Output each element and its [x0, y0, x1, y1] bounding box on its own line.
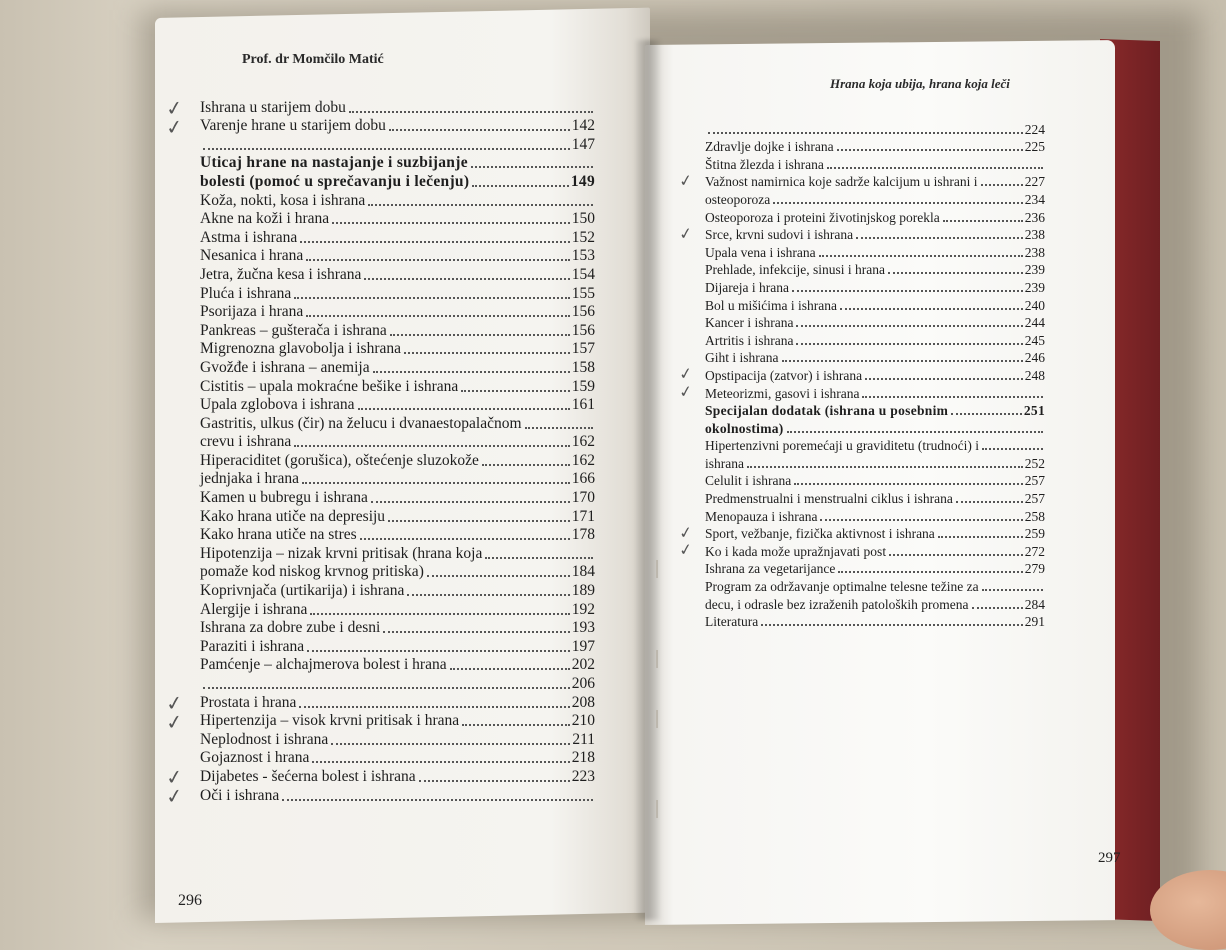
toc-entry-title: bolesti (pomoć u sprečavanju i lečenju) [200, 172, 470, 190]
dot-leader [389, 129, 570, 131]
toc-entry-page: 184 [571, 563, 595, 581]
dot-leader [419, 780, 570, 782]
toc-entry-page: 159 [571, 377, 595, 395]
toc-entry-title: Hipotenzija – nizak krvni pritisak (hrana koja [200, 544, 483, 562]
binding-stitch [656, 800, 658, 818]
toc-entry [705, 278, 1045, 296]
toc-entry [705, 613, 1045, 631]
checkmark-icon: ✓ [164, 764, 185, 791]
toc-entry [200, 377, 595, 396]
toc-entry [200, 730, 595, 749]
dot-leader [203, 687, 570, 689]
toc-entry [200, 284, 595, 303]
toc-entry-title: Astma i ishrana [200, 228, 298, 246]
toc-entry-page: 208 [571, 693, 595, 711]
toc-entry-page: 246 [1024, 350, 1045, 366]
toc-entry-page: 259 [1024, 526, 1045, 542]
dot-leader [981, 184, 1023, 186]
toc-entry-page: 170 [571, 489, 595, 507]
toc-entry-title: Ishrana u starijem dobu [200, 98, 346, 116]
toc-entry [705, 120, 1045, 138]
checkmark-icon: ✓ [164, 113, 185, 140]
dot-leader [358, 408, 570, 410]
toc-entry [164, 94, 595, 122]
toc-entry [164, 113, 595, 140]
checkmark-icon: ✓ [677, 539, 694, 561]
dot-leader [307, 650, 570, 652]
toc-entry-title: Menopauza i ishrana [705, 508, 818, 524]
toc-entry-title: decu, i odrasle bez izraženih patoloških promena [705, 596, 969, 612]
toc-entry-title: Bol u mišićima i ishrana [705, 297, 837, 313]
toc-entry-title: Jetra, žučna kesa i ishrana [200, 265, 362, 283]
toc-entry [705, 560, 1045, 578]
toc-entry-title: Ishrana za vegetarijance [705, 561, 836, 577]
toc-entry [164, 782, 595, 810]
toc-entry [705, 402, 1045, 420]
toc-entry-title: pomaže kod niskog krvnog pritiska) [200, 563, 424, 581]
toc-entry-title: Pamćenje – alchajmerova bolest i hrana [200, 656, 447, 674]
toc-entry [705, 243, 1045, 261]
toc-entry [705, 190, 1045, 208]
toc-entry-title: Sport, vežbanje, fizička aktivnost i ishrana [705, 526, 935, 542]
toc-entry-title: Srce, krvni sudovi i ishrana [705, 227, 854, 243]
toc-entry [705, 507, 1045, 525]
toc-entry [200, 433, 595, 452]
toc-entry-title: Važnost namirnica koje sadrže kalcijum u ishrani i [705, 174, 978, 190]
dot-leader [450, 668, 570, 670]
toc-entry [200, 637, 595, 656]
toc-entry [164, 708, 595, 735]
toc-entry-title: Opstipacija (zatvor) i ishrana [705, 367, 863, 383]
toc-entry-page: 248 [1024, 367, 1045, 383]
toc-entry [677, 381, 1045, 402]
toc-entry-title: Meteorizmi, gasovi i ishrana [705, 385, 860, 401]
dot-leader [332, 222, 570, 224]
toc-entry-page: 178 [571, 526, 595, 544]
dot-leader [294, 297, 569, 299]
dot-leader [404, 352, 570, 354]
toc-entry-title: okolnostima) [705, 420, 784, 436]
toc-entry [705, 296, 1045, 314]
toc-entry-title: Program za održavanje optimalne telesne težine za [705, 579, 979, 595]
toc-entry-page: 223 [571, 767, 595, 785]
toc-entry [677, 363, 1045, 385]
toc-entry-title: Kako hrana utiče na depresiju [200, 507, 386, 525]
toc-entry [677, 539, 1045, 561]
dot-leader [787, 431, 1043, 433]
toc-entry [200, 321, 595, 340]
dot-leader [427, 575, 570, 577]
toc-entry-title: Dijabetes - šećerna bolest i ishrana [200, 767, 416, 785]
toc-entry-page: 252 [1024, 455, 1045, 471]
dot-leader [306, 259, 569, 261]
dot-leader [773, 202, 1023, 204]
toc-entry [677, 222, 1045, 244]
dot-leader [972, 607, 1023, 609]
toc-entry-title: Ko i kada može upražnjavati post [705, 543, 887, 559]
toc-entry-page: 155 [571, 284, 595, 302]
toc-entry [200, 581, 595, 600]
toc-entry-page: 224 [1024, 121, 1045, 137]
toc-entry [200, 154, 595, 173]
toc-entry-title: Prehlade, infekcije, sinusi i hrana [705, 262, 885, 278]
dot-leader [838, 571, 1022, 573]
toc-entry-page: 251 [1023, 403, 1045, 419]
toc-entry-title: Oči i ishrana [200, 786, 280, 804]
toc-entry-page: 189 [571, 582, 595, 600]
toc-entry-page: 240 [1024, 297, 1045, 313]
toc-entry-title: Specijalan dodatak (ishrana u posebnim [705, 403, 949, 419]
toc-entry-page: 272 [1024, 543, 1045, 559]
toc-entry-title: osteoporoza [705, 191, 771, 207]
checkmark-icon: ✓ [677, 222, 694, 244]
toc-entry [200, 674, 595, 693]
dot-leader [373, 371, 570, 373]
toc-entry-title: Paraziti i ishrana [200, 637, 305, 655]
dot-leader [306, 315, 569, 317]
toc-entry [705, 595, 1045, 613]
toc-entry-page: 238 [1024, 244, 1045, 260]
dot-leader [388, 520, 570, 522]
toc-entry-page: 150 [571, 210, 595, 228]
dot-leader [938, 536, 1023, 538]
dot-leader [525, 427, 593, 429]
toc-entry [200, 563, 595, 582]
dot-leader [943, 220, 1023, 222]
checkmark-icon: ✓ [677, 363, 694, 385]
toc-entry [164, 764, 595, 791]
toc-entry-page: 239 [1024, 279, 1045, 295]
toc-entry [200, 600, 595, 619]
toc-entry [200, 172, 595, 191]
dot-leader [471, 166, 593, 168]
toc-entry-page: 239 [1024, 262, 1045, 278]
dot-leader [796, 325, 1022, 327]
toc-entry-page: 162 [571, 433, 595, 451]
dot-leader [827, 167, 1043, 169]
toc-entry-page: 234 [1024, 191, 1045, 207]
dot-leader [482, 464, 570, 466]
toc-entry-page: 147 [571, 135, 595, 153]
toc-entry [705, 314, 1045, 332]
dot-leader [982, 448, 1043, 450]
toc-entry [705, 489, 1045, 507]
toc-entry-title: Osteoporoza i proteini životinjskog porekla [705, 209, 940, 225]
toc-entry [200, 303, 595, 322]
toc-entry-title: Hipertenzivni poremećaji u graviditetu (trudnoći) i [705, 438, 980, 454]
dot-leader [820, 519, 1022, 521]
toc-entry-page: 158 [571, 358, 595, 376]
toc-entry-page: 279 [1024, 561, 1045, 577]
toc-entry-page: 193 [571, 619, 595, 637]
toc-entry-page: 284 [1024, 596, 1045, 612]
checkmark-icon: ✓ [164, 708, 185, 735]
checkmark-icon: ✓ [164, 782, 185, 810]
right-toc-list [677, 120, 1045, 630]
toc-entry-title: Prostata i hrana [200, 693, 297, 711]
toc-entry-page: 206 [571, 675, 595, 692]
dot-leader [796, 343, 1022, 345]
dot-leader [956, 501, 1023, 503]
dot-leader [310, 613, 569, 615]
dot-leader [364, 278, 569, 280]
left-page-number: 296 [178, 892, 202, 909]
dot-leader [282, 799, 593, 801]
toc-entry-title: Hipertenzija – visok krvni pritisak i hrana [200, 712, 460, 730]
toc-entry-title: Gastritis, ulkus (čir) na želucu i dvanaestopalačnom [200, 414, 522, 432]
toc-entry [705, 138, 1045, 156]
dot-leader [299, 706, 569, 708]
dot-leader [485, 557, 593, 559]
checkmark-icon: ✓ [677, 381, 694, 402]
toc-entry-title: Predmenstrualni i menstrualni ciklus i ishrana [705, 491, 953, 507]
toc-entry [200, 414, 595, 433]
dot-leader [708, 132, 1023, 134]
dot-leader [312, 761, 569, 763]
toc-entry-page: 257 [1024, 473, 1045, 489]
toc-entry-page: 166 [571, 470, 595, 488]
dot-leader [856, 237, 1023, 239]
toc-entry-title: Upala zglobova i ishrana [200, 396, 355, 414]
toc-entry-title: Hiperaciditet (gorušica), oštećenje sluzokože [200, 451, 479, 469]
dot-leader [761, 624, 1023, 626]
toc-entry-title: Zdravlje dojke i ishrana [705, 139, 834, 155]
dot-leader [951, 413, 1022, 415]
dot-leader [390, 334, 570, 336]
toc-entry-title: Varenje hrane u starijem dobu [200, 117, 386, 135]
toc-entry-title: Koža, nokti, kosa i ishrana [200, 191, 366, 209]
toc-entry-page: 245 [1024, 332, 1045, 348]
toc-entry [677, 169, 1045, 191]
toc-entry-title: Akne na koži i hrana [200, 210, 330, 228]
left-running-head: Prof. dr Momčilo Matić [242, 52, 384, 67]
toc-entry [705, 331, 1045, 349]
toc-entry [200, 228, 595, 247]
toc-entry [200, 749, 595, 768]
toc-entry-page: 171 [571, 507, 595, 525]
toc-entry [164, 689, 595, 717]
toc-entry [200, 544, 595, 563]
book-gutter [636, 40, 660, 920]
toc-entry-title: Gvožđe i ishrana – anemija [200, 358, 370, 376]
toc-entry-page: 218 [571, 749, 595, 767]
dot-leader [792, 290, 1023, 292]
toc-entry-title: Kako hrana utiče na stres [200, 526, 357, 544]
toc-entry [200, 210, 595, 229]
toc-entry-title: Dijareja i hrana [705, 279, 789, 295]
toc-entry-page: 227 [1024, 174, 1045, 190]
toc-entry-title: crevu i ishrana [200, 433, 292, 451]
toc-entry-title: Koprivnjača (urtikarija) i ishrana [200, 582, 405, 600]
toc-entry-title: Štitna žlezda i ishrana [705, 156, 824, 172]
toc-entry [705, 437, 1045, 455]
toc-entry-page: 156 [571, 303, 595, 321]
toc-entry-page: 152 [571, 228, 595, 246]
toc-entry-page: 211 [572, 730, 595, 748]
toc-entry [705, 577, 1045, 595]
toc-entry-title: Giht i ishrana [705, 350, 779, 366]
dot-leader [368, 204, 593, 206]
toc-entry-title: Kancer i ishrana [705, 315, 794, 331]
right-page-number: 297 [1098, 850, 1121, 866]
toc-entry-page: 197 [571, 637, 595, 655]
dot-leader [840, 308, 1023, 310]
toc-entry [200, 488, 595, 507]
toc-entry-page: 291 [1024, 614, 1045, 630]
toc-entry-page: 225 [1024, 139, 1045, 155]
toc-entry-page: 156 [571, 321, 595, 339]
toc-entry-page: 202 [571, 656, 595, 674]
toc-entry-page: 162 [571, 451, 595, 469]
dot-leader [461, 390, 569, 392]
binding-stitch [656, 650, 658, 668]
toc-entry-title: Literatura [705, 614, 759, 630]
dot-leader [862, 396, 1043, 398]
dot-leader [888, 272, 1023, 274]
toc-entry-page: 210 [571, 712, 595, 730]
toc-entry-page: 142 [571, 117, 595, 135]
dot-leader [837, 149, 1023, 151]
toc-entry [200, 340, 595, 359]
dot-leader [407, 594, 569, 596]
checkmark-icon: ✓ [164, 94, 185, 122]
toc-entry-title: Celulit i ishrana [705, 473, 792, 489]
toc-entry [200, 191, 595, 210]
dot-leader [462, 724, 570, 726]
dot-leader [331, 743, 570, 745]
toc-entry [705, 349, 1045, 367]
toc-entry [200, 619, 595, 638]
dot-leader [794, 483, 1023, 485]
dot-leader [472, 185, 569, 187]
dot-leader [889, 554, 1023, 556]
toc-entry [200, 265, 595, 284]
toc-entry-title: Uticaj hrane na nastajanje i suzbijanje [200, 154, 468, 172]
dot-leader [203, 148, 570, 150]
toc-entry-title: jednjaka i hrana [200, 470, 299, 488]
toc-entry-page: 154 [571, 265, 595, 283]
toc-entry [705, 419, 1045, 437]
dot-leader [300, 241, 569, 243]
toc-entry-title: Migrenozna glavobolja i ishrana [200, 340, 402, 358]
checkmark-icon: ✓ [164, 689, 185, 717]
toc-entry-title: Cistitis – upala mokraćne bešike i ishrana [200, 377, 459, 395]
toc-entry [200, 470, 595, 489]
toc-entry-title: Pankreas – gušterača i ishrana [200, 321, 387, 339]
dot-leader [371, 501, 570, 503]
toc-entry-page: 153 [571, 247, 595, 265]
left-toc-list [164, 94, 595, 810]
dot-leader [982, 589, 1043, 591]
dot-leader [747, 466, 1023, 468]
toc-entry-page: 149 [570, 172, 595, 190]
toc-entry [705, 472, 1045, 490]
toc-entry-title: Alergije i ishrana [200, 600, 308, 618]
toc-entry [200, 396, 595, 415]
toc-entry-title: Nesanica i hrana [200, 247, 304, 265]
toc-entry-page: 257 [1024, 491, 1045, 507]
toc-entry [200, 656, 595, 675]
dot-leader [360, 538, 570, 540]
toc-entry-title: Upala vena i ishrana [705, 244, 816, 260]
toc-entry-page: 238 [1024, 227, 1045, 243]
toc-entry [200, 507, 595, 526]
toc-entry-page: 258 [1024, 508, 1045, 524]
toc-entry-title: Neplodnost i ishrana [200, 730, 329, 748]
toc-entry [705, 208, 1045, 226]
dot-leader [294, 445, 570, 447]
toc-entry [200, 451, 595, 470]
toc-entry-page: 244 [1024, 315, 1045, 331]
binding-stitch [656, 560, 658, 578]
toc-entry [705, 155, 1045, 173]
dot-leader [383, 631, 569, 633]
toc-entry [200, 247, 595, 266]
checkmark-icon: ✓ [677, 521, 694, 543]
toc-entry-title: Artritis i ishrana [705, 332, 794, 348]
toc-entry-page: 192 [571, 600, 595, 618]
toc-entry-title: Pluća i ishrana [200, 284, 292, 302]
toc-entry-title: Kamen u bubregu i ishrana [200, 489, 368, 507]
toc-entry-title: Gojaznost i hrana [200, 749, 310, 767]
right-running-head: Hrana koja ubija, hrana koja leči [830, 76, 1010, 91]
toc-entry-page: 157 [571, 340, 595, 358]
dot-leader [302, 482, 570, 484]
dot-leader [819, 255, 1023, 257]
toc-entry [677, 521, 1045, 543]
toc-entry-title: Ishrana za dobre zube i desni [200, 619, 381, 637]
toc-entry [705, 454, 1045, 472]
toc-entry-title: Psorijaza i hrana [200, 303, 304, 321]
dot-leader [865, 378, 1023, 380]
toc-entry [705, 261, 1045, 279]
toc-entry [200, 135, 595, 154]
toc-entry [200, 526, 595, 545]
toc-entry-page: 236 [1024, 209, 1045, 225]
toc-entry [200, 358, 595, 377]
binding-stitch [656, 710, 658, 728]
toc-entry-page: 161 [571, 396, 595, 414]
toc-entry-title: ishrana [705, 455, 744, 471]
dot-leader [349, 111, 593, 113]
checkmark-icon: ✓ [677, 169, 694, 191]
dot-leader [782, 360, 1023, 362]
